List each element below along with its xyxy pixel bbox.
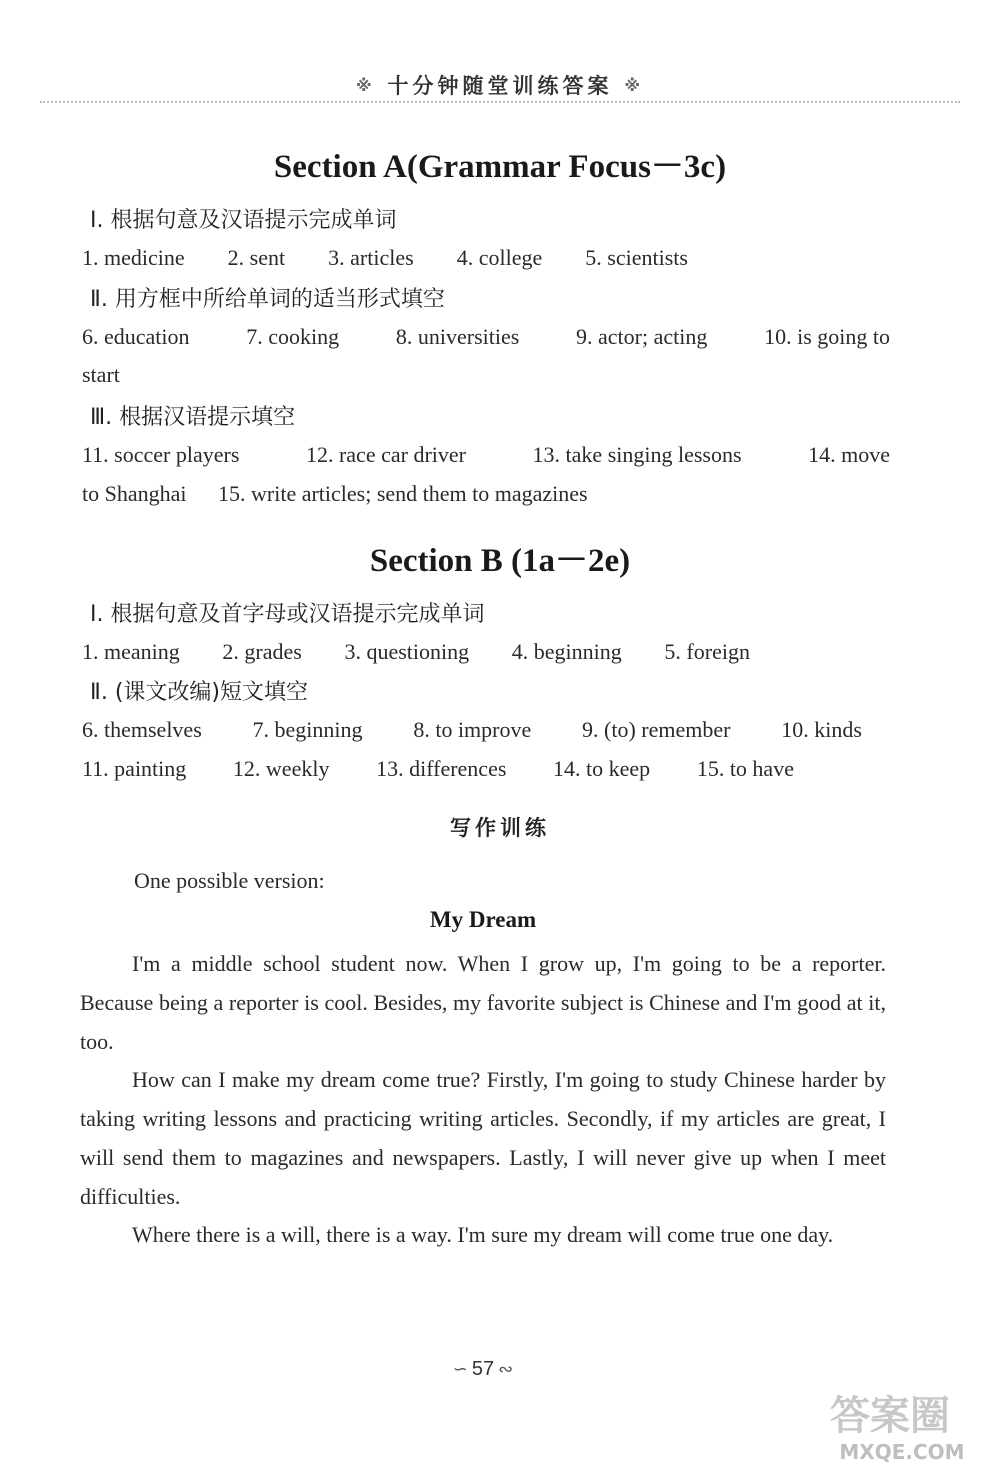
watermark-logo — [790, 1385, 980, 1465]
answer-item: 7. cooking — [246, 324, 340, 349]
answer-item: 10. kinds — [781, 717, 862, 742]
answer-item: 15. write articles; send them to magazines — [218, 481, 588, 506]
answer-item: 11. soccer players — [82, 442, 240, 467]
answer-item: 3. articles — [328, 245, 414, 270]
essay-title: My Dream — [429, 907, 537, 932]
answer-item: 8. universities — [395, 324, 520, 349]
header-ornament-left-icon: ※ — [355, 76, 376, 95]
answer-item: 7. beginning — [252, 717, 363, 742]
section-a-part3-answers-line1 — [82, 435, 890, 474]
watermark-text-bottom: MXQE.COM — [839, 1440, 965, 1464]
section-a-part1-answers — [82, 238, 688, 277]
essay-paragraph: I'm a middle school student now. When I grow up, I'm going to be a reporter. Because being a reporter is cool. Besides, my favorite subject is Chinese and I'm good at it, too. — [80, 951, 886, 1054]
answer-item: 13. differences — [376, 756, 507, 781]
footer-ornament-left-icon: ∽ — [452, 1359, 468, 1379]
answer-item: to Shanghai — [82, 481, 187, 506]
header-title: 十分钟随堂训练答案 — [387, 74, 613, 98]
page-number: 57 — [471, 1358, 495, 1380]
answer-item: 9. actor; acting — [576, 324, 708, 349]
writing-intro: One possible version: — [134, 868, 325, 893]
essay-paragraph: How can I make my dream come true? Firstly, I'm going to study Chinese harder by taking writing lessons and practicing writing articles. Secondly, if my articles are great, I will send them to magazines and newspapers. Lastly, I will never give up when I meet difficulties. — [80, 1067, 886, 1209]
answer-item: 4. college — [456, 245, 543, 270]
section-b-title: Section B (1a－2e) — [369, 543, 631, 579]
footer-ornament-right-icon: ∾ — [498, 1359, 514, 1379]
answer-item: 2. sent — [227, 245, 286, 270]
running-header — [0, 70, 1000, 100]
header-divider — [40, 101, 960, 103]
essay-paragraph: Where there is a will, there is a way. I'm sure my dream will come true one day. — [132, 1222, 834, 1247]
answer-item: 13. take singing lessons — [532, 442, 742, 467]
section-b-part1-answers — [82, 632, 750, 671]
answer-item: 15. to have — [696, 756, 794, 781]
answer-item: 12. weekly — [232, 756, 330, 781]
section-a-part2-heading: Ⅱ. 用方框中所给单词的适当形式填空 — [90, 287, 445, 312]
answer-item: 4. beginning — [511, 639, 622, 664]
answer-item: 3. questioning — [344, 639, 470, 664]
answer-item: 6. education — [82, 324, 190, 349]
answer-item: start — [82, 362, 120, 387]
section-b-part2-answers-line1 — [82, 710, 862, 749]
section-a-part2-answers-line2 — [82, 355, 890, 394]
section-a-part2-answers-line1 — [82, 317, 890, 356]
answer-item: 12. race car driver — [305, 442, 466, 467]
answer-item: 1. medicine — [82, 245, 185, 270]
answer-item: 11. painting — [82, 756, 187, 781]
answer-item: 5. foreign — [664, 639, 750, 664]
answer-item: 5. scientists — [585, 245, 688, 270]
header-ornament-right-icon: ※ — [624, 76, 645, 95]
answer-item: 14. move — [808, 442, 890, 467]
watermark-text-top: 答案圈 — [830, 1393, 950, 1439]
answer-item: 10. is going to — [764, 324, 890, 349]
answer-item: 6. themselves — [82, 717, 202, 742]
section-a-title: Section A(Grammar Focus－3c) — [273, 149, 727, 185]
section-b-part1-heading: Ⅰ. 根据句意及首字母或汉语提示完成单词 — [90, 602, 485, 627]
answer-item: 9. (to) remember — [582, 717, 731, 742]
answer-item: 14. to keep — [553, 756, 651, 781]
section-a-part3-answers-line2 — [82, 474, 890, 513]
page-footer — [0, 1358, 966, 1381]
writing-heading: 写作训练 — [450, 816, 550, 840]
answer-item: 1. meaning — [82, 639, 180, 664]
section-a-part3-heading: Ⅲ. 根据汉语提示填空 — [90, 405, 296, 430]
section-b-part2-heading: Ⅱ. (课文改编)短文填空 — [90, 680, 308, 705]
section-b-part2-answers-line2 — [82, 749, 794, 788]
answer-item: 8. to improve — [413, 717, 532, 742]
section-a-part1-heading: Ⅰ. 根据句意及汉语提示完成单词 — [90, 208, 397, 233]
answer-item: 2. grades — [222, 639, 302, 664]
